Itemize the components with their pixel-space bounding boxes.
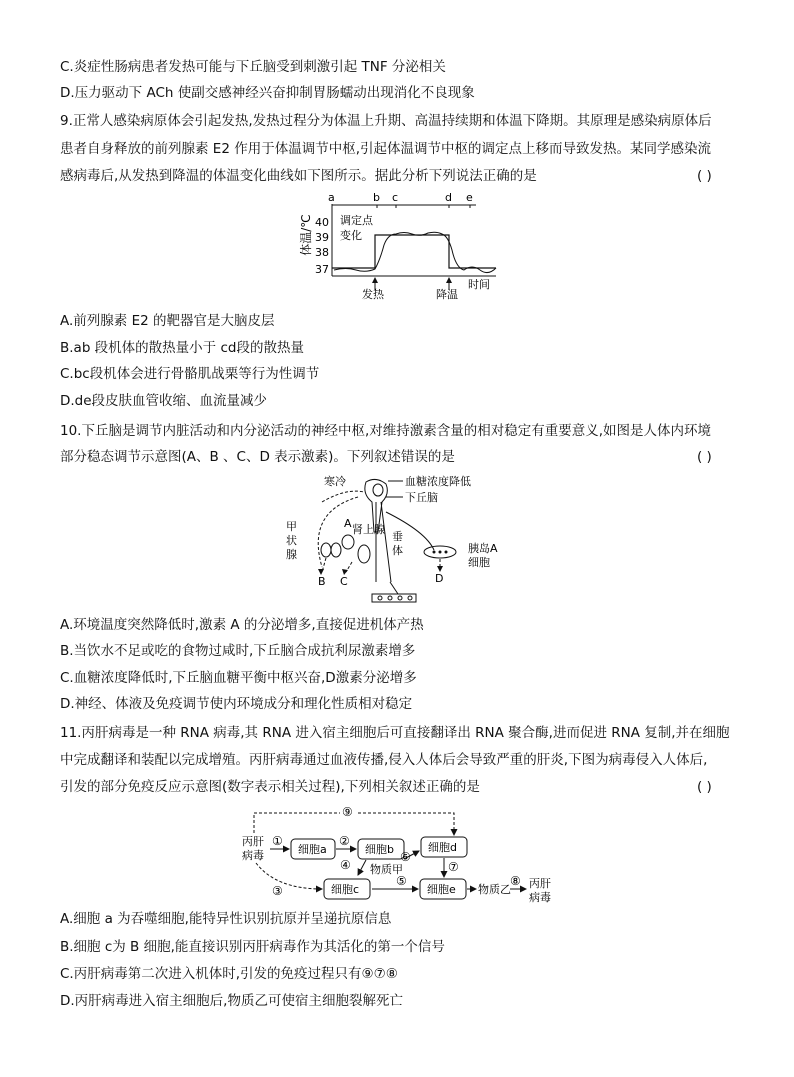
q11-substance-yi: 物质乙 [478, 883, 511, 896]
q11-substance-jia: 物质甲 [370, 863, 403, 876]
q9-mark-e: e [466, 191, 473, 204]
q10-regulation-diagram [286, 472, 510, 606]
q11-option-b: B.细胞 c为 B 细胞,能直接识别丙肝病毒作为其活化的第一个信号 [60, 939, 445, 955]
q10-hormone-b: B [318, 575, 326, 588]
q10-cold-label: 寒冷 [324, 475, 346, 488]
q11-num-6: ⑥ [400, 850, 411, 864]
q9-setpoint-label-2: 变化 [340, 229, 362, 242]
q10-islet-label-2: 细胞 [468, 556, 490, 569]
q10-hormone-a: A [344, 517, 352, 530]
q11-virus-label-1: 丙肝 [242, 835, 264, 848]
q11-num-9: ⑨ [342, 805, 353, 819]
q9-option-a: A.前列腺素 E2 的靶器官是大脑皮层 [60, 313, 275, 329]
q10-option-b: B.当饮水不足或吃的食物过咸时,下丘脑合成抗利尿激素增多 [60, 643, 416, 659]
q9-stem-line-3: 感病毒后,从发热到降温的体温变化曲线如下图所示。据此分析下列说法正确的是 [60, 168, 537, 184]
q11-num-1: ① [272, 834, 283, 848]
q9-time-label: 时间 [468, 278, 490, 291]
q9-temperature-figure [296, 190, 506, 300]
q10-pituitary-label-2: 体 [392, 544, 403, 557]
q10-hypothalamus-label: 下丘脑 [405, 491, 438, 504]
q10-option-d: D.神经、体液及免疫调节使内环境成分和理化性质相对稳定 [60, 696, 413, 712]
q9-ytick-40: 40 [315, 216, 329, 229]
q9-ytick-39: 39 [315, 231, 329, 244]
q9-option-d: D.de段皮肤血管收缩、血流量减少 [60, 393, 268, 409]
q11-target-label-2: 病毒 [529, 891, 551, 904]
q9-stem-line-1: 9.正常人感染病原体会引起发热,发热过程分为体温上升期、高温持续期和体温下降期。其原理是感染病原体后 [60, 113, 712, 129]
q11-num-8: ⑧ [510, 874, 521, 888]
q9-mark-a: a [328, 191, 335, 204]
q9-fever-label: 发热 [362, 288, 384, 300]
q11-stem-line-3: 引发的部分免疫反应示意图(数字表示相关过程),下列相关叙述正确的是 [60, 779, 480, 795]
q11-num-4: ④ [340, 858, 351, 872]
q10-option-c: C.血糖浓度降低时,下丘脑血糖平衡中枢兴奋,D激素分泌增多 [60, 670, 417, 686]
q11-num-5: ⑤ [396, 874, 407, 888]
q9-ytick-38: 38 [315, 246, 329, 259]
q9-ylabel: 体温/℃ [299, 214, 313, 256]
q10-glucose-label: 血糖浓度降低 [405, 475, 471, 488]
q10-option-a: A.环境温度突然降低时,激素 A 的分泌增多,直接促进机体产热 [60, 617, 424, 633]
q11-num-3: ③ [272, 884, 283, 898]
q11-cell-b: 细胞b [365, 843, 394, 856]
q11-cell-d: 细胞d [428, 841, 457, 854]
q9-mark-b: b [373, 191, 380, 204]
q9-option-c: C.bc段机体会进行骨骼肌战栗等行为性调节 [60, 366, 320, 382]
q11-stem-line-2: 中完成翻译和装配以完成增殖。丙肝病毒通过血液传播,侵入人体后会导致严重的肝炎,下图为病毒侵入人体后, [60, 752, 708, 768]
q11-option-d: D.丙肝病毒进入宿主细胞后,物质乙可使宿主细胞裂解死亡 [60, 993, 403, 1009]
option-d-prev: D.压力驱动下 ACh 使副交感神经兴奋抑制胃肠蠕动出现消化不良现象 [60, 85, 475, 101]
q11-stem-line-1: 11.丙肝病毒是一种 RNA 病毒,其 RNA 进入宿主细胞后可直接翻译出 RNA 聚合酶,进而促进 RNA 复制,并在细胞 [60, 725, 730, 741]
q9-mark-c: c [392, 191, 399, 204]
q9-stem-line-2: 患者自身释放的前列腺素 E2 作用于体温调节中枢,引起体温调节中枢的调定点上移而导致发热。某同学感染流 [60, 141, 711, 157]
q10-thyroid-label-3: 腺 [286, 548, 297, 561]
q10-thyroid-label-1: 甲 [286, 520, 297, 533]
q10-stem-line-1: 10.下丘脑是调节内脏活动和内分泌活动的神经中枢,对维持激素含量的相对稳定有重要意义,如图是人体内环境 [60, 423, 712, 439]
q10-adrenal-label: 肾上腺 [352, 523, 385, 536]
q11-answer-paren: ( ) [697, 779, 712, 795]
q10-hormone-d: D [435, 572, 444, 585]
q11-cell-e: 细胞e [427, 883, 456, 896]
q10-stem-line-2: 部分稳态调节示意图(A、B 、C、D 表示激素)。下列叙述错误的是 [60, 449, 455, 465]
q11-cell-a: 细胞a [298, 843, 327, 856]
q11-immune-diagram [236, 803, 562, 907]
q11-cell-c: 细胞c [331, 883, 360, 896]
q11-target-label-1: 丙肝 [529, 877, 551, 890]
q10-thyroid-label-2: 状 [286, 534, 297, 547]
q9-cooling-label: 降温 [436, 288, 458, 300]
q10-hormone-c: C [340, 575, 348, 588]
q11-num-7: ⑦ [448, 860, 459, 874]
q9-ytick-37: 37 [315, 263, 329, 276]
q9-option-b: B.ab 段机体的散热量小于 cd段的散热量 [60, 340, 304, 356]
q9-mark-d: d [445, 191, 452, 204]
q11-num-2: ② [339, 834, 350, 848]
q11-option-a: A.细胞 a 为吞噬细胞,能特异性识别抗原并呈递抗原信息 [60, 911, 392, 927]
q10-pituitary-label-1: 垂 [392, 530, 403, 543]
option-c-prev: C.炎症性肠病患者发热可能与下丘脑受到刺激引起 TNF 分泌相关 [60, 59, 446, 75]
q11-virus-label-2: 病毒 [242, 849, 264, 862]
q10-islet-label-1: 胰岛A [468, 542, 498, 555]
q9-setpoint-label-1: 调定点 [340, 214, 373, 227]
q9-answer-paren: ( ) [697, 168, 712, 184]
q11-option-c: C.丙肝病毒第二次进入机体时,引发的免疫过程只有⑨⑦⑧ [60, 966, 398, 982]
q10-answer-paren: ( ) [697, 449, 712, 465]
